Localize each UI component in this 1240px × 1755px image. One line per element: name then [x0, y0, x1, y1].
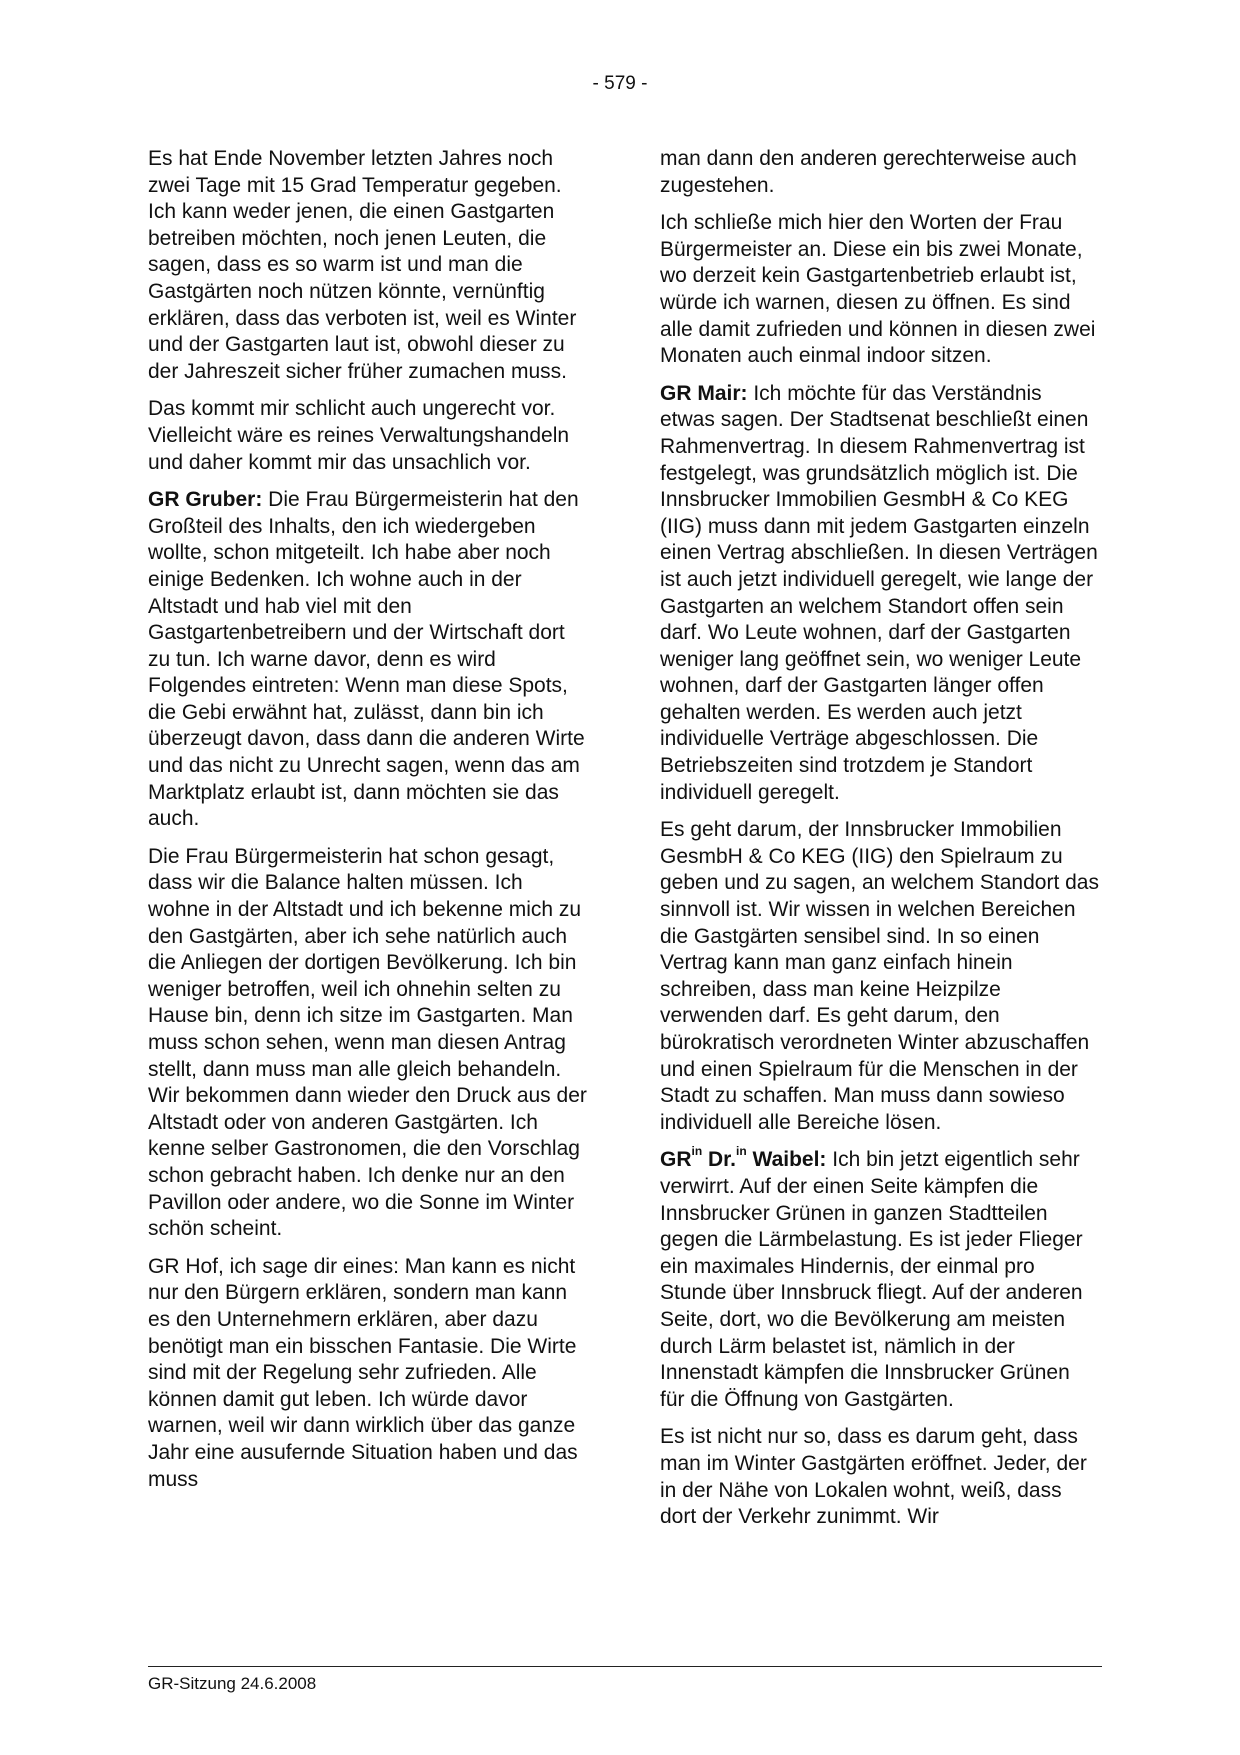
speaker-degree: Dr.: [702, 1148, 737, 1172]
paragraph: man dann den anderen gerechterweise auch zugestehen.: [660, 147, 1077, 197]
speaker-title: GR: [660, 1148, 692, 1172]
speaker-name: Waibel:: [746, 1148, 827, 1172]
speaker-label: GR Gruber:: [148, 488, 263, 512]
paragraph: GR Hof, ich sage dir eines: Man kann es nicht nur den Bürgern erklären, sondern man kann es den Unternehmern erklären, aber dazu benötigt man ein bisschen Fantasie. Die Wirte sind mit der Regelung sehr zufrieden. Alle können damit gut leben. Ich würde davor warnen, weil wir dann wirklich über das ganze Jahr eine ausufernde Situation haben und das muss: [148, 1254, 578, 1491]
mair-statement: [660, 381, 1100, 807]
statement-text: Ich möchte für das Verständnis etwas sagen. Der Stadtsenat beschließt einen Rahmenvertrag. In diesem Rahmenvertrag ist festgelegt, was grundsätzlich möglich ist. Die Innsbrucker Immobilien GesmbH & Co KEG (IIG) muss dann mit jedem Gastgarten einzeln einen Vertrag abschließen. In diesen Verträgen ist auch jetzt individuell geregelt, wie lange der Gastgarten an welchem Standort offen sein darf. Wo Leute wohnen, darf der Gastgarten weniger lang geöffnet sein, wo weniger Leute wohnen, darf der Gastgarten länger offen gehalten werden. Es werden auch jetzt individuelle Verträge abgeschlossen. Die Betriebszeiten sind trotzdem je Standort individuell geregelt.: [660, 381, 1098, 804]
speaker-label: [660, 1144, 827, 1172]
paragraph: Das kommt mir schlicht auch ungerecht vor. Vielleicht wäre es reines Verwaltungshandeln und daher kommt mir das unsachlich vor.: [148, 397, 570, 474]
speaker-title-suffix: in: [691, 1144, 703, 1159]
footer-session-date: GR-Sitzung 24.6.2008: [148, 1674, 317, 1693]
speaker-degree-suffix: in: [736, 1144, 747, 1159]
paragraph: Es ist nicht nur so, dass es darum geht, dass man im Winter Gastgärten eröffnet. Jeder, der in der Nähe von Lokalen wohnt, weiß, dass dort der Verkehr zunimmt. Wir: [660, 1425, 1087, 1529]
speaker-label: GR Mair:: [660, 381, 748, 405]
paragraph: Ich schließe mich hier den Worten der Frau Bürgermeister an. Diese ein bis zwei Monate, wo derzeit kein Gastgartenbetrieb erlaubt ist, würde ich warnen, diesen zu öffnen. Es sind alle damit zufrieden und können in diesen zwei Monaten auch einmal indoor sitzen.: [660, 211, 1096, 368]
paragraph: Es geht darum, der Innsbrucker Immobilien GesmbH & Co KEG (IIG) den Spielraum zu geben und zu sagen, an welchem Standort das sinnvoll ist. Wir wissen in welchen Bereichen die Gastgärten sensibel sind. In so einen Vertrag kann man ganz einfach hinein schreiben, dass man keine Heizpilze verwenden darf. Es geht darum, den bürokratisch verordneten Winter abzuschaffen und einen Spielraum für die Menschen in der Stadt zu schaffen. Man muss dann sowieso individuell alle Bereiche lösen.: [660, 818, 1099, 1134]
paragraph: Es hat Ende November letzten Jahres noch zwei Tage mit 15 Grad Temperatur gegeben. Ich kann weder jenen, die einen Gastgarten betreiben möchten, noch jenen Leuten, die sagen, dass es so warm ist und man die Gastgärten noch nützen könnte, vernünftig erklären, dass das verboten ist, weil es Winter und der Gastgarten laut ist, obwohl dieser zu der Jahreszeit sicher früher zumachen muss.: [148, 147, 577, 383]
waibel-statement: [660, 1144, 1100, 1413]
right-column: [660, 146, 1100, 1542]
paragraph: Die Frau Bürgermeisterin hat schon gesagt, dass wir die Balance halten müssen. Ich wohne in der Altstadt und ich bekenne mich zu den Gastgärten, aber ich sehe natürlich auch die Anliegen der dortigen Bevölkerung. Ich bin weniger betroffen, weil ich ohnehin selten zu Hause bin, denn ich sitze im Gastgarten. Man muss schon sehen, wenn man diesen Antrag stellt, dann muss man alle gleich behandeln. Wir bekommen dann wieder den Druck aus der Altstadt oder von anderen Gastgärten. Ich kenne selber Gastronomen, die den Vorschlag schon gebracht haben. Ich denke nur an den Pavillon oder andere, wo die Sonne im Winter schön scheint.: [148, 844, 587, 1241]
left-column: [148, 146, 588, 1504]
footer-divider: [148, 1666, 1102, 1667]
statement-text: Ich bin jetzt eigentlich sehr verwirrt. Auf der einen Seite kämpfen die Innsbrucker Grünen in ganzen Stadtteilen gegen die Lärmbelastung. Es ist jeder Flieger ein maximales Hindernis, der einmal pro Stunde über Innsbruck fliegt. Auf der anderen Seite, dort, wo die Bevölkerung am meisten durch Lärm belastet ist, nämlich in der Innenstadt kämpfen die Innsbrucker Grünen für die Öffnung von Gastgärten.: [660, 1148, 1083, 1411]
page-number: - 579 -: [592, 73, 648, 94]
gruber-statement: [148, 487, 588, 833]
statement-text: Die Frau Bürgermeisterin hat den Großteil des Inhalts, den ich wiedergeben wollte, schon mitgeteilt. Ich habe aber noch einige Bedenken. Ich wohne auch in der Altstadt und hab viel mit den Gastgartenbetreibern und der Wirtschaft dort zu tun. Ich warne davor, denn es wird Folgendes eintreten: Wenn man diese Spots, die Gebi erwähnt hat, zulässt, dann bin ich überzeugt davon, dass dann die anderen Wirte und das nicht zu Unrecht sagen, wenn das am Marktplatz erlaubt ist, dann möchten sie das auch.: [148, 488, 585, 831]
